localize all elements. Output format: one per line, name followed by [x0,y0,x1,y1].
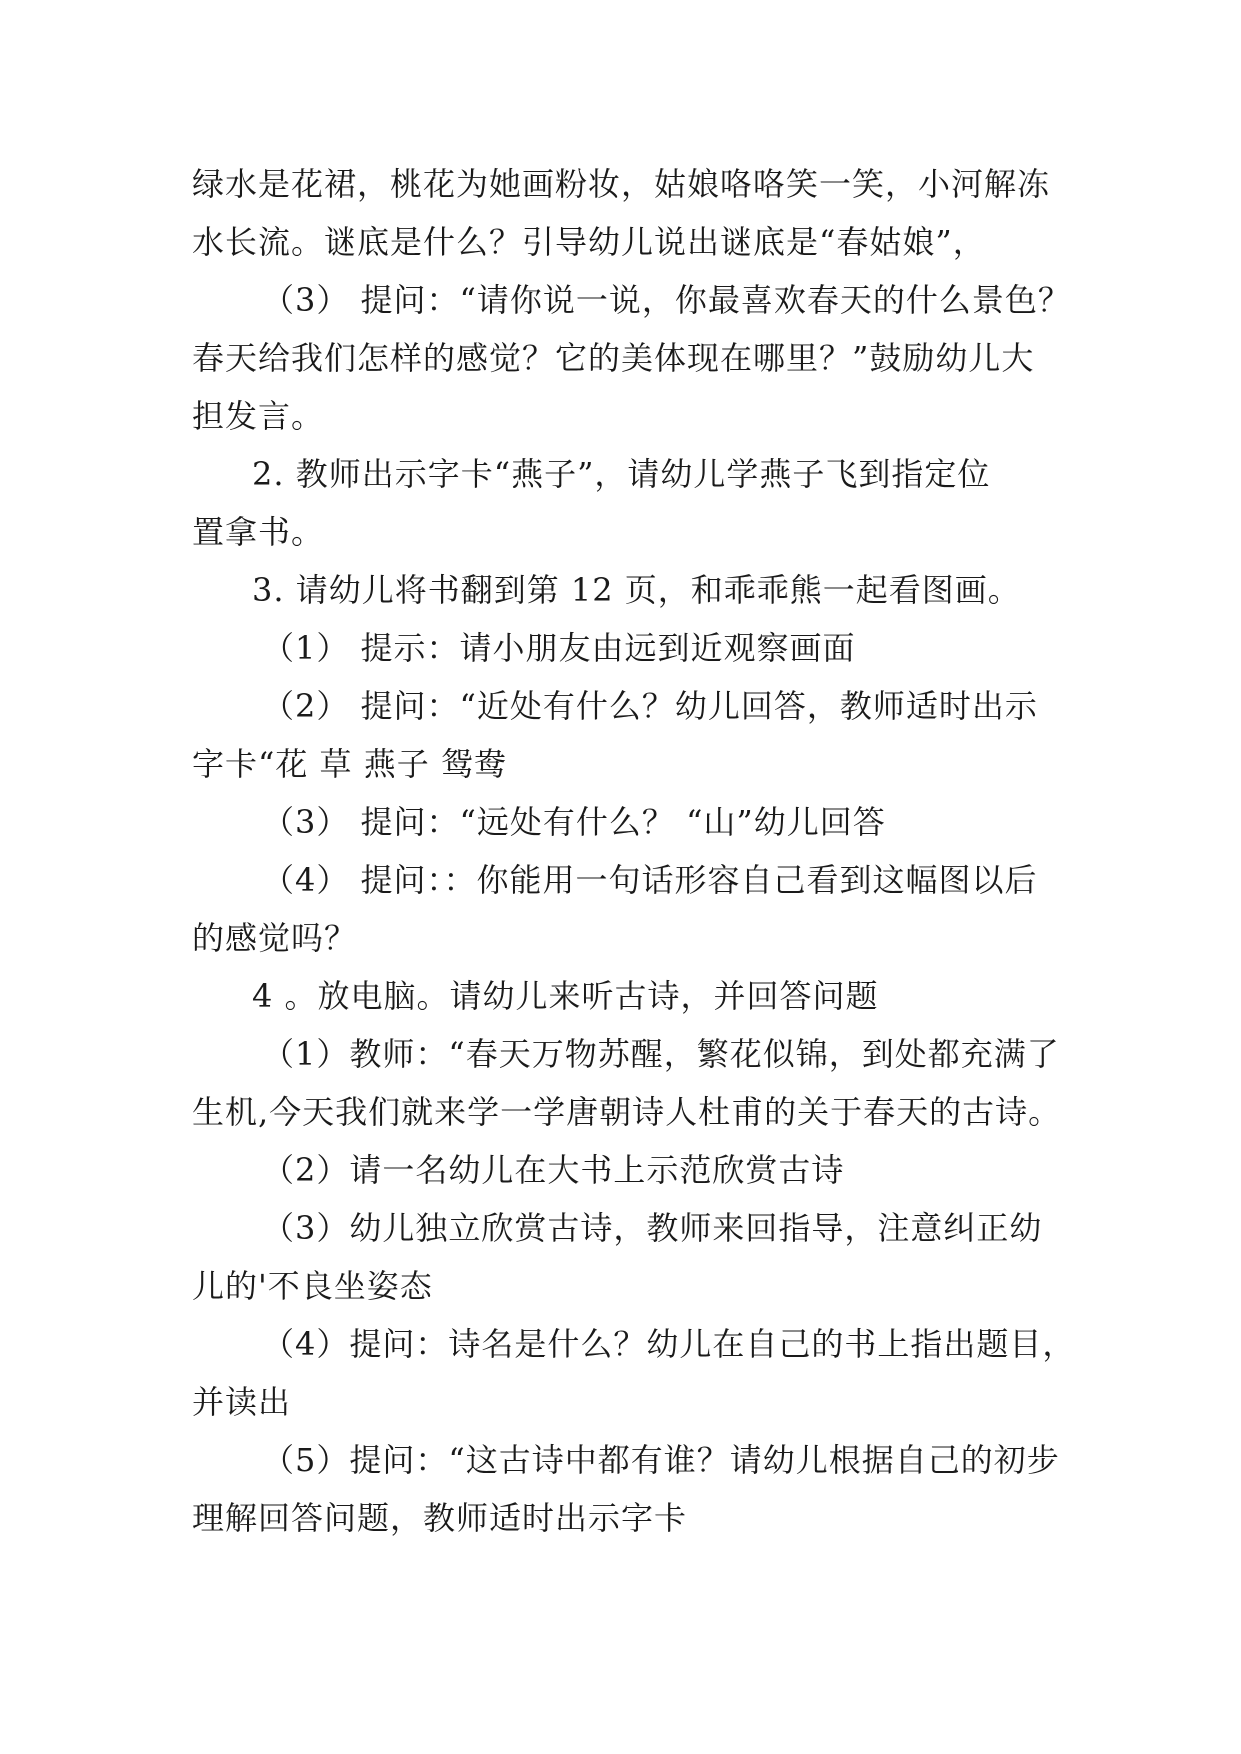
text-line: 水长流。谜底是什么？引导幼儿说出谜底是“春姑娘”， [192,223,986,261]
text-line: （5）提问：“这古诗中都有谁？请幼儿根据自己的初步 [262,1441,1060,1479]
text-line: 置拿书。 [192,513,325,551]
text-line: （3） 提问：“请你说一说，你最喜欢春天的什么景色？ [262,281,1071,319]
text-line: （1） 提示：请小朋友由远到近观察画面 [262,629,856,667]
text-line: 担发言。 [192,397,325,435]
text-line: 的感觉吗？ [192,919,358,957]
text-line: 理解回答问题，教师适时出示字卡 [192,1499,688,1537]
text-line: （3） 提问：“远处有什么？ “山”幼儿回答 [262,803,886,841]
text-line: 2. 教师出示字卡“燕子”，请幼儿学燕子飞到指定位 [252,455,991,493]
text-line: （2） 提问：“近处有什么？幼儿回答，教师适时出示 [262,687,1038,725]
text-line: 4 。放电脑。请幼儿来听古诗，并回答问题 [252,977,879,1015]
text-line: 生机,今天我们就来学一学唐朝诗人杜甫的关于春天的古诗。 [192,1093,1062,1131]
text-line: 3. 请幼儿将书翻到第 12 页，和乖乖熊一起看图画。 [252,571,1021,609]
text-line: 儿的'不良坐姿态 [192,1267,433,1305]
text-line: 绿水是花裙，桃花为她画粉妆，姑娘咯咯笑一笑，小河解冻 [192,165,1051,203]
text-line: （4） 提问：：你能用一句话形容自己看到这幅图以后 [262,861,1038,899]
text-line: 并读出 [192,1383,292,1421]
text-line: （1）教师：“春天万物苏醒，繁花似锦，到处都充满了 [262,1035,1060,1073]
text-line: （4）提问：诗名是什么？幼儿在自己的书上指出题目， [262,1325,1076,1363]
text-line: （3）幼儿独立欣赏古诗，教师来回指导，注意纠正幼 [262,1209,1043,1247]
text-line: 春天给我们怎样的感觉？它的美体现在哪里？”鼓励幼儿大 [192,339,1035,377]
text-line: （2）请一名幼儿在大书上示范欣赏古诗 [262,1151,845,1189]
text-line: 字卡“花 草 燕子 鸳鸯 [192,745,507,783]
